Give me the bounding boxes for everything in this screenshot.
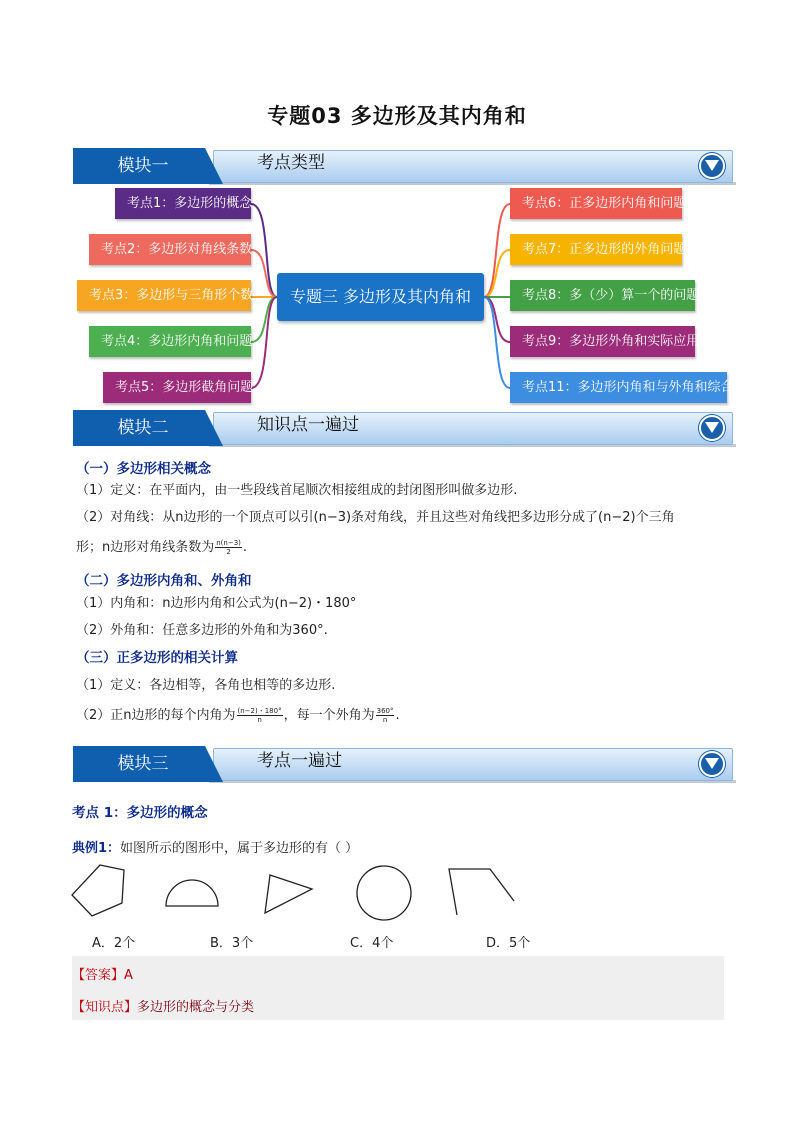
mindmap-node-right-5: 考点11：多边形内角和与外角和综合 xyxy=(510,372,727,403)
chevron-down-icon[interactable] xyxy=(699,751,725,777)
section-heading-3: （三）正多边形的相关计算 xyxy=(76,650,238,666)
example-question: 典例1：如图所示的图形中，属于多边形的有（ ） xyxy=(72,841,359,856)
exam-point-heading: 考点 1：多边形的概念 xyxy=(72,805,208,821)
mindmap-center: 专题三 多边形及其内角和 xyxy=(277,273,484,321)
chevron-down-icon[interactable] xyxy=(699,415,725,441)
figure-shapes xyxy=(60,855,540,927)
mindmap-node-right-2: 考点7：正多边形的外角问题 xyxy=(510,234,682,265)
semicircle-shape xyxy=(166,880,218,906)
mindmap-node-left-4: 考点4：多边形内角和问题 xyxy=(89,326,251,357)
section-heading-2: （二）多边形内角和、外角和 xyxy=(76,573,252,589)
page-title: 专题03 多边形及其内角和 xyxy=(267,104,527,128)
mindmap-node-left-2: 考点2：多边形对角线条数 xyxy=(89,234,251,265)
module-banner-3 xyxy=(73,746,733,782)
option-a[interactable]: A．2个 xyxy=(92,936,136,951)
mindmap-node-right-1: 考点6：正多边形内角和问题 xyxy=(510,188,682,219)
paragraph-exterior-sum: （2）外角和：任意多边形的外角和为360°. xyxy=(76,623,328,638)
module-title: 知识点一遍过 xyxy=(257,415,359,435)
pentagon-shape xyxy=(72,865,124,916)
module-title: 考点一遍过 xyxy=(257,751,342,771)
option-d[interactable]: D．5个 xyxy=(486,936,531,951)
module-banner-2 xyxy=(73,410,733,446)
knowledge-point-line: 【知识点】多边形的概念与分类 xyxy=(72,1000,255,1015)
section-heading-1: （一）多边形相关概念 xyxy=(76,461,211,477)
mindmap-node-right-3: 考点8：多（少）算一个的问题 xyxy=(510,280,695,311)
triangle-shape xyxy=(265,875,312,913)
mindmap-node-left-3: 考点3：多边形与三角形个数 xyxy=(77,280,251,311)
paragraph-definition: （1）定义：在平面内，由一些段线首尾顺次相接组成的封闭图形叫做多边形. xyxy=(76,483,518,498)
module-tab-label: 模块一 xyxy=(117,156,169,176)
option-b[interactable]: B．3个 xyxy=(210,936,254,951)
mindmap-node-left-5: 考点5：多边形截角问题 xyxy=(103,372,251,403)
paragraph-regular-angles: （2）正n边形的每个内角为 $\frac{(n-2)・180^\circ}{n}$ ，每一个外角为 $\frac{360^\circ}{n}$ . xyxy=(76,707,400,724)
module-tab-label: 模块二 xyxy=(117,418,169,438)
module-title: 考点类型 xyxy=(257,153,325,173)
paragraph-regular-definition: （1）定义：各边相等，各角也相等的多边形. xyxy=(76,678,336,693)
mindmap-node-right-4: 考点9：多边形外角和实际应用 xyxy=(510,326,695,357)
answer-line: 【答案】A xyxy=(72,968,133,983)
module-tab-label: 模块三 xyxy=(117,754,169,774)
circle-shape xyxy=(357,866,411,920)
paragraph-diagonal: （2）对角线：从n边形的一个顶点可以引(n−3)条对角线，并且这些对角线把多边形分成了(n−2)个三角 xyxy=(76,510,675,525)
paragraph-diagonal-count: 形；n边形对角线条数为 $\frac{n(n-3)}{2}$ . xyxy=(76,539,248,556)
open-polyline-shape xyxy=(449,869,514,915)
mindmap-node-left-1: 考点1：多边形的概念 xyxy=(115,188,251,219)
paragraph-interior-sum: （1）内角和：n边形内角和公式为(n−2)・180° xyxy=(76,596,357,611)
option-c[interactable]: C．4个 xyxy=(350,936,394,951)
